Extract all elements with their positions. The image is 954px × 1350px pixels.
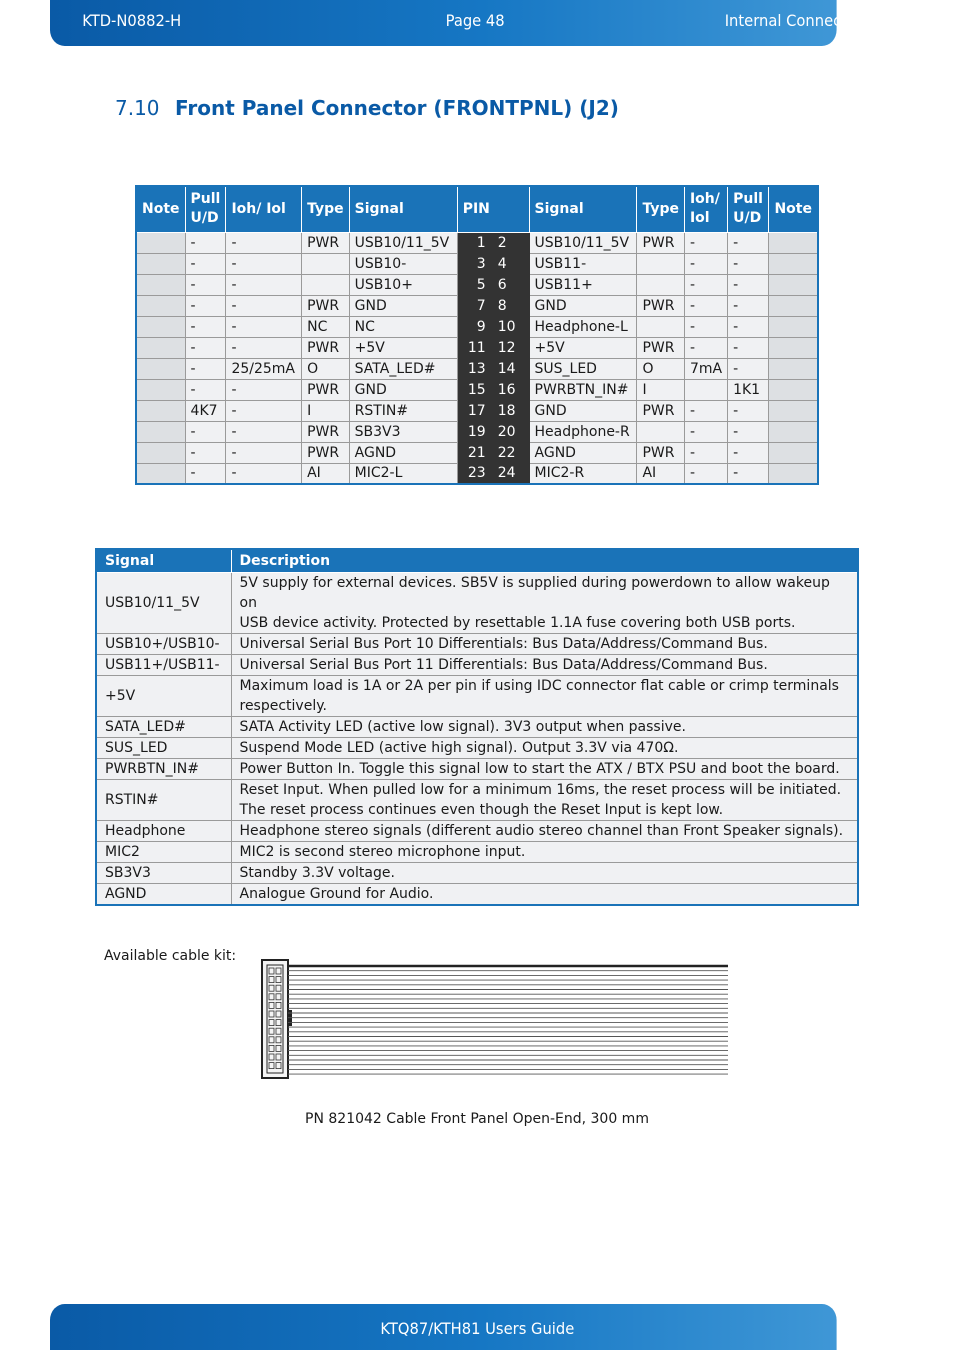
pin-cell-lpull: 4K7 [185,400,226,421]
pin-even: 12 [497,339,516,356]
pin-cell-ltype: PWR [302,442,350,463]
pin-cell-lsig: SB3V3 [349,421,457,442]
pin-even: 20 [497,423,516,440]
pin-cell-rsig: GND [529,295,637,316]
pin-header-10: Note [769,186,818,232]
pin-number-cell [457,316,529,337]
desc-signal: SATA_LED# [96,716,231,737]
desc-row [96,716,858,737]
pin-cell-rpull: - [728,421,769,442]
pin-cell-ltype: I [302,400,350,421]
pin-cell-rtype [637,316,685,337]
pin-cell-ltype: PWR [302,421,350,442]
pin-cell-lpull: - [185,274,226,295]
pin-cell-rtype: PWR [637,400,685,421]
pin-cell-lpull: - [185,316,226,337]
desc-row [96,841,858,862]
pin-cell-rnote [769,316,818,337]
pin-cell-rpull: - [728,295,769,316]
desc-text [231,862,858,883]
desc-line: Universal Serial Bus Port 10 Differentials: Bus Data/Address/Command Bus. [239,635,768,652]
pin-row [136,421,818,442]
pin-row [136,442,818,463]
header-section: Internal Connectors [724,11,870,30]
pin-cell-lioh: - [226,337,302,358]
pin-cell-rsig: Headphone-L [529,316,637,337]
desc-line: Headphone stereo signals (different audio stereo channel than Front Speaker signals). [239,822,844,839]
pin-number-cell [457,421,529,442]
section-number: 7.10 [115,96,160,120]
desc-signal: USB11+/USB11- [96,654,231,675]
pin-number-cell [457,232,529,253]
pin-cell-rtype [637,253,685,274]
pin-cell-lnote [136,379,185,400]
pin-cell-lioh: - [226,400,302,421]
pin-even: 10 [497,318,516,335]
desc-text [231,779,858,820]
pin-odd: 1 [476,234,486,251]
page-footer [50,1304,837,1350]
pin-even: 22 [497,444,516,461]
page-number: Page 48 [445,11,505,30]
desc-text [231,820,858,841]
pin-header-5: PIN [457,186,529,232]
pin-number-cell [457,358,529,379]
pin-cell-rnote [769,295,818,316]
desc-signal: MIC2 [96,841,231,862]
pin-even: 16 [497,381,516,398]
pin-cell-ltype: AI [302,463,350,484]
pin-cell-lnote [136,316,185,337]
pin-cell-rtype: I [637,379,685,400]
desc-text [231,572,858,633]
pin-cell-lsig: GND [349,295,457,316]
pin-cell-lnote [136,358,185,379]
pin-odd: 7 [476,297,486,314]
pin-row [136,379,818,400]
desc-row [96,675,858,716]
pin-cell-lioh: - [226,379,302,400]
pin-header-2: Ioh/ Iol [226,186,302,232]
pin-cell-rpull: - [728,463,769,484]
pin-cell-rsig: USB10/11_5V [529,232,637,253]
pin-cell-rnote [769,421,818,442]
doc-id: KTD-N0882-H [82,11,182,30]
pin-header-0: Note [136,186,185,232]
pin-cell-ltype: PWR [302,295,350,316]
pin-number-cell [457,337,529,358]
pin-cell-rioh: - [684,400,727,421]
pin-cell-lsig: NC [349,316,457,337]
pin-cell-ltype: PWR [302,337,350,358]
pin-cell-rtype: AI [637,463,685,484]
pin-cell-rsig: MIC2-R [529,463,637,484]
pin-cell-rpull: - [728,232,769,253]
pin-row [136,400,818,421]
pin-cell-lnote [136,232,185,253]
pin-cell-lsig: USB10- [349,253,457,274]
pin-cell-rnote [769,232,818,253]
signal-description-table [95,548,859,906]
pin-odd: 17 [467,402,486,419]
pin-cell-lsig: +5V [349,337,457,358]
desc-line: Suspend Mode LED (active high signal). Output 3.3V via 470Ω. [239,739,679,756]
pin-cell-rioh: 7mA [684,358,727,379]
pin-cell-rtype: PWR [637,442,685,463]
pin-cell-rioh: - [684,421,727,442]
pin-cell-lioh: - [226,421,302,442]
pin-cell-rsig: Headphone-R [529,421,637,442]
pin-cell-lsig: USB10+ [349,274,457,295]
pin-cell-lnote [136,253,185,274]
pin-cell-ltype [302,274,350,295]
footer-title: KTQ87/KTH81 Users Guide [380,1319,575,1338]
pin-cell-lioh: 25/25mA [226,358,302,379]
desc-signal: SUS_LED [96,737,231,758]
cable-wires [288,966,728,1074]
pin-cell-rsig: GND [529,400,637,421]
pin-even: 8 [497,297,507,314]
pin-cell-lsig: GND [349,379,457,400]
desc-line: Power Button In. Toggle this signal low to start the ATX / BTX PSU and boot the board. [239,760,840,777]
desc-signal: PWRBTN_IN# [96,758,231,779]
pin-cell-lpull: - [185,379,226,400]
pin-even: 14 [497,360,516,377]
pin-cell-rpull: - [728,316,769,337]
pin-cell-rnote [769,379,818,400]
desc-signal: +5V [96,675,231,716]
pin-header-7: Type [637,186,685,232]
section-heading: Front Panel Connector (FRONTPNL) (J2) [175,96,619,120]
pin-cell-rpull: - [728,358,769,379]
desc-row [96,737,858,758]
pin-row [136,232,818,253]
cable-kit-label: Available cable kit: [104,948,237,964]
pin-row [136,274,818,295]
desc-row [96,654,858,675]
desc-text [231,758,858,779]
pin-odd: 13 [467,360,486,377]
pin-number-cell [457,463,529,484]
desc-line: USB device activity. Protected by resettable 1.1A fuse covering both USB ports. [239,614,796,631]
pin-odd: 9 [476,318,486,335]
pin-cell-lsig: USB10/11_5V [349,232,457,253]
pin-cell-rioh: - [684,253,727,274]
desc-text [231,716,858,737]
pin-odd: 11 [467,339,486,356]
pin-cell-rioh: - [684,232,727,253]
pin-cell-rsig: PWRBTN_IN# [529,379,637,400]
pin-cell-rpull: - [728,400,769,421]
desc-row [96,572,858,633]
pin-cell-rioh: - [684,463,727,484]
pin-header-1: Pull U/D [185,186,226,232]
section-title [115,96,619,120]
desc-line: Maximum load is 1A or 2A per pin if using IDC connector flat cable or crimp terminals [239,677,839,694]
pin-cell-rpull: 1K1 [728,379,769,400]
desc-text [231,654,858,675]
pin-even: 4 [497,255,507,272]
desc-line: 5V supply for external devices. SB5V is supplied during powerdown to allow wakeup on [239,574,830,611]
desc-signal: RSTIN# [96,779,231,820]
pin-even: 18 [497,402,516,419]
pin-cell-rtype: PWR [637,337,685,358]
page-header [50,0,870,46]
desc-line: respectively. [239,697,327,714]
pin-cell-rtype [637,274,685,295]
pin-cell-rsig: USB11- [529,253,637,274]
desc-line: Standby 3.3V voltage. [239,864,395,881]
pin-cell-lioh: - [226,232,302,253]
pin-cell-rpull: - [728,274,769,295]
pin-cell-lpull: - [185,232,226,253]
pin-cell-lnote [136,400,185,421]
pin-cell-lpull: - [185,463,226,484]
pin-even: 2 [497,234,507,251]
pin-cell-rnote [769,274,818,295]
desc-line: Reset Input. When pulled low for a minimum 16ms, the reset process will be initiated. [239,781,842,798]
pin-row [136,316,818,337]
desc-line: MIC2 is second stereo microphone input. [239,843,526,860]
desc-signal: SB3V3 [96,862,231,883]
desc-line: Universal Serial Bus Port 11 Differentials: Bus Data/Address/Command Bus. [239,656,768,673]
pin-cell-rioh: - [684,295,727,316]
desc-row [96,633,858,654]
pin-cell-lioh: - [226,274,302,295]
pin-cell-lpull: - [185,253,226,274]
cable-image [260,958,730,1082]
pin-table-header [136,186,818,232]
desc-table-header [96,549,858,572]
pin-cell-lpull: - [185,337,226,358]
pin-cell-rioh: - [684,337,727,358]
desc-signal: USB10+/USB10- [96,633,231,654]
pin-cell-rpull: - [728,442,769,463]
pin-cell-rioh: - [684,274,727,295]
pin-header-3: Type [302,186,350,232]
pin-cell-rtype [637,421,685,442]
pin-odd: 23 [467,465,486,482]
pin-cell-rpull: - [728,337,769,358]
pin-cell-rtype: PWR [637,295,685,316]
desc-row [96,758,858,779]
pin-cell-lnote [136,463,185,484]
desc-text [231,675,858,716]
pin-cell-lnote [136,295,185,316]
pin-cell-rsig: USB11+ [529,274,637,295]
pin-number-cell [457,442,529,463]
pin-cell-lnote [136,274,185,295]
pin-header-9: Pull U/D [728,186,769,232]
pin-cell-rsig: SUS_LED [529,358,637,379]
desc-text [231,633,858,654]
pin-row [136,253,818,274]
pin-cell-ltype: PWR [302,232,350,253]
pin-cell-lioh: - [226,463,302,484]
pin-row [136,358,818,379]
pin-cell-ltype: PWR [302,379,350,400]
cable-caption: PN 821042 Cable Front Panel Open-End, 300 mm [305,1111,649,1127]
pin-odd: 3 [476,255,486,272]
pin-header-6: Signal [529,186,637,232]
pin-even: 24 [497,465,516,482]
pin-cell-rtype: O [637,358,685,379]
desc-row [96,820,858,841]
pin-row [136,337,818,358]
pin-cell-rioh [684,379,727,400]
cable-connector [262,960,292,1078]
pin-header-8: Ioh/ Iol [684,186,727,232]
pin-cell-lioh: - [226,442,302,463]
pin-cell-lioh: - [226,253,302,274]
pin-number-cell [457,295,529,316]
pin-cell-lsig: MIC2-L [349,463,457,484]
pin-number-cell [457,253,529,274]
pin-odd: 21 [467,444,486,461]
desc-line: The reset process continues even though the Reset Input is kept low. [239,801,724,818]
pin-cell-rnote [769,253,818,274]
pin-cell-ltype: NC [302,316,350,337]
desc-header-description: Description [231,549,858,572]
pin-cell-lpull: - [185,295,226,316]
pin-cell-rsig: +5V [529,337,637,358]
pin-cell-ltype: O [302,358,350,379]
pin-cell-ltype [302,253,350,274]
pin-cell-lsig: SATA_LED# [349,358,457,379]
pin-cell-rnote [769,337,818,358]
pin-cell-lioh: - [226,316,302,337]
desc-signal: Headphone [96,820,231,841]
pin-cell-lsig: RSTIN# [349,400,457,421]
pin-cell-rnote [769,400,818,421]
desc-text [231,841,858,862]
desc-text [231,737,858,758]
pin-cell-rtype: PWR [637,232,685,253]
pin-cell-lsig: AGND [349,442,457,463]
pin-odd: 15 [467,381,486,398]
pin-cell-rnote [769,463,818,484]
desc-signal: AGND [96,883,231,905]
desc-line: Analogue Ground for Audio. [239,885,434,902]
pin-even: 6 [497,276,507,293]
desc-row [96,883,858,905]
pin-cell-lpull: - [185,442,226,463]
pin-odd: 19 [467,423,486,440]
pin-number-cell [457,274,529,295]
pin-cell-rioh: - [684,316,727,337]
pin-cell-rioh: - [684,442,727,463]
pin-number-cell [457,379,529,400]
pin-cell-lioh: - [226,295,302,316]
pin-table [135,185,819,485]
pin-header-4: Signal [349,186,457,232]
desc-header-signal: Signal [96,549,231,572]
pin-cell-rsig: AGND [529,442,637,463]
pin-row [136,463,818,484]
pin-cell-lnote [136,337,185,358]
pin-cell-rpull: - [728,253,769,274]
desc-row [96,862,858,883]
pin-cell-rnote [769,442,818,463]
desc-row [96,779,858,820]
pin-row [136,295,818,316]
pin-cell-lpull: - [185,421,226,442]
pin-cell-rnote [769,358,818,379]
pin-odd: 5 [476,276,486,293]
pin-cell-lpull: - [185,358,226,379]
desc-line: SATA Activity LED (active low signal). 3V3 output when passive. [239,718,686,735]
desc-signal: USB10/11_5V [96,572,231,633]
desc-text [231,883,858,905]
pin-number-cell [457,400,529,421]
pin-cell-lnote [136,442,185,463]
pin-cell-lnote [136,421,185,442]
